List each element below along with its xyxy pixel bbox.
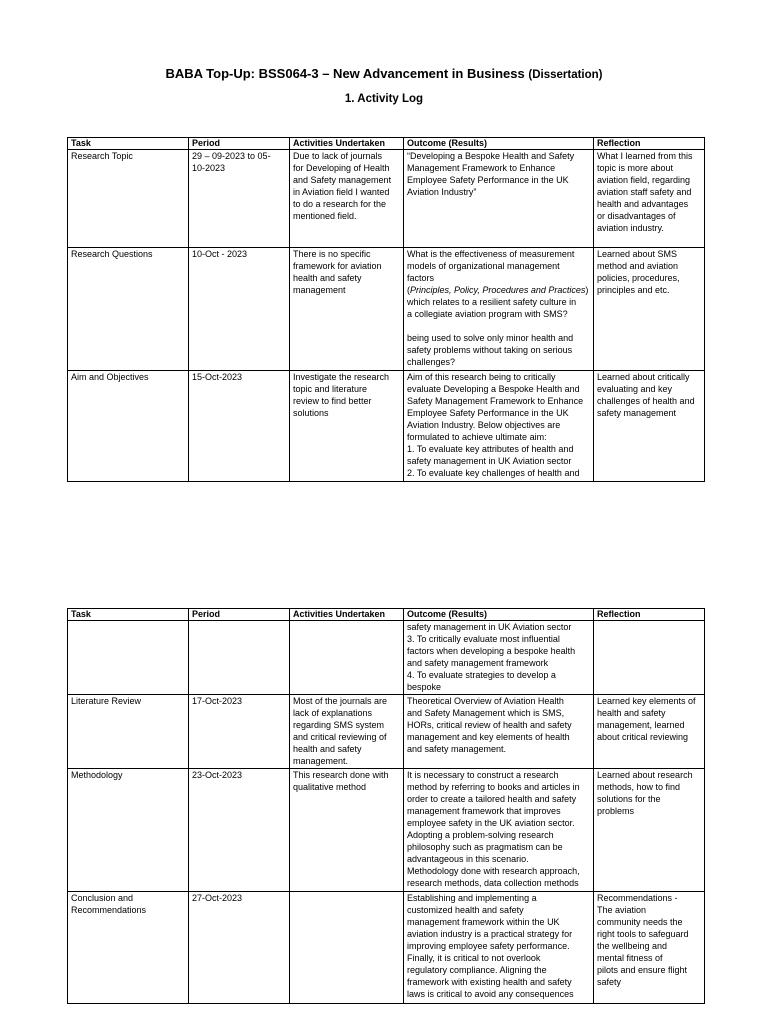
cell-period: 23-Oct-2023 xyxy=(189,769,290,892)
cell-reflection: Learned about research methods, how to find solutions for the problems xyxy=(594,769,705,892)
cell-activities: Most of the journals are lack of explanations regarding SMS system and critical reviewing of health and safety management. xyxy=(290,695,404,769)
cell-outcome: safety management in UK Aviation sector 3. To critically evaluate most influential factors when developing a bespoke health and safety management framework 4. To evaluate strategies to develop a bespoke xyxy=(404,621,594,695)
header-outcome: Outcome (Results) xyxy=(404,609,594,621)
table-row xyxy=(68,892,705,1004)
cell-period: 15-Oct-2023 xyxy=(189,371,290,482)
header-period: Period xyxy=(189,609,290,621)
header-reflection: Reflection xyxy=(594,138,705,150)
table-row xyxy=(68,371,705,482)
document-title xyxy=(0,66,768,81)
cell-outcome: “Developing a Bespoke Health and Safety Management Framework to Enhance Employee Safety Performance in the UK Aviation Industry” xyxy=(404,150,594,248)
cell-outcome: Establishing and implementing a customized health and safety management framework within the UK aviation industry is a practical strategy for improving employee safety performance. Finally, it is critical to not overlook regulatory compliance. Aligning the framework with existing health and safety laws is critical to avoid any consequences xyxy=(404,892,594,1004)
header-task: Task xyxy=(68,609,189,621)
header-period: Period xyxy=(189,138,290,150)
cell-task: Research Topic xyxy=(68,150,189,248)
cell-task: Research Questions xyxy=(68,248,189,371)
activity-log-table-2 xyxy=(67,608,705,1004)
cell-outcome: Theoretical Overview of Aviation Health and Safety Management which is SMS, HORs, critical review of health and safety management and key elements of health and safety management. xyxy=(404,695,594,769)
cell-outcome xyxy=(404,248,594,371)
header-activities: Activities Undertaken xyxy=(290,609,404,621)
cell-outcome: Aim of this research being to critically evaluate Developing a Bespoke Health and Safety Management Framework to Enhance Employee Safety Performance in the UK Aviation Industry. Below objectives are formulated to achieve ultimate aim: 1. To evaluate key attributes of health and safety management in UK Aviation sector 2. To evaluate key challenges of health and xyxy=(404,371,594,482)
title-sub: (Dissertation) xyxy=(528,69,603,81)
cell-period: 17-Oct-2023 xyxy=(189,695,290,769)
title-main: BABA Top-Up: BSS064-3 – New Advancement in Business xyxy=(165,66,525,81)
outcome-text-italic: Principles, Policy, Procedures and Practices xyxy=(410,285,586,295)
cell-reflection: Learned about critically evaluating and key challenges of health and safety management xyxy=(594,371,705,482)
cell-period: 10-Oct - 2023 xyxy=(189,248,290,371)
table-header-row xyxy=(68,609,705,621)
header-activities: Activities Undertaken xyxy=(290,138,404,150)
table-row xyxy=(68,150,705,248)
cell-task: Methodology xyxy=(68,769,189,892)
cell-reflection: Learned about SMS method and aviation policies, procedures, principles and etc. xyxy=(594,248,705,371)
cell-period: 29 – 09-2023 to 05- 10-2023 xyxy=(189,150,290,248)
cell-task: Aim and Objectives xyxy=(68,371,189,482)
cell-reflection: What I learned from this topic is more about aviation field, regarding aviation staff safety and health and advantages or disadvantages of aviation industry. xyxy=(594,150,705,248)
header-outcome: Outcome (Results) xyxy=(404,138,594,150)
cell-period xyxy=(189,621,290,695)
cell-activities: This research done with qualitative method xyxy=(290,769,404,892)
table-header-row xyxy=(68,138,705,150)
table-row xyxy=(68,695,705,769)
cell-outcome: It is necessary to construct a research method by referring to books and articles in order to create a tailored health and safety management framework that improves employee safety in the UK aviation sector. Adopting a problem-solving research philosophy such as pragmatism can be advantageous in this scenario. Methodology done with research approach, research methods, data collection methods xyxy=(404,769,594,892)
cell-activities: Due to lack of journals for Developing of Health and Safety management in Aviation field I wanted to do a research for the mentioned field. xyxy=(290,150,404,248)
outcome-text-pre: What is the effectiveness of measurement models of organizational management factors ( xyxy=(407,249,575,295)
cell-reflection: Recommendations - The aviation community needs the right tools to safeguard the wellbeing and mental fitness of pilots and ensure flight safety xyxy=(594,892,705,1004)
table-row xyxy=(68,769,705,892)
cell-activities: There is no specific framework for aviation health and safety management xyxy=(290,248,404,371)
cell-task: Conclusion and Recommendations xyxy=(68,892,189,1004)
header-task: Task xyxy=(68,138,189,150)
cell-activities xyxy=(290,621,404,695)
activity-log-table-1 xyxy=(67,137,705,482)
cell-activities xyxy=(290,892,404,1004)
outcome-text-post: ) which relates to a resilient safety culture in a collegiate aviation program with SMS? being used to solve only minor health and safety problems without taking on serious challenges? xyxy=(407,285,589,367)
header-reflection: Reflection xyxy=(594,609,705,621)
table-row xyxy=(68,621,705,695)
cell-activities: Investigate the research topic and literature review to find better solutions xyxy=(290,371,404,482)
cell-task: Literature Review xyxy=(68,695,189,769)
cell-task xyxy=(68,621,189,695)
cell-period: 27-Oct-2023 xyxy=(189,892,290,1004)
section-heading: 1. Activity Log xyxy=(344,93,424,105)
cell-reflection: Learned key elements of health and safety management, learned about critical reviewing xyxy=(594,695,705,769)
cell-reflection xyxy=(594,621,705,695)
table-row xyxy=(68,248,705,371)
